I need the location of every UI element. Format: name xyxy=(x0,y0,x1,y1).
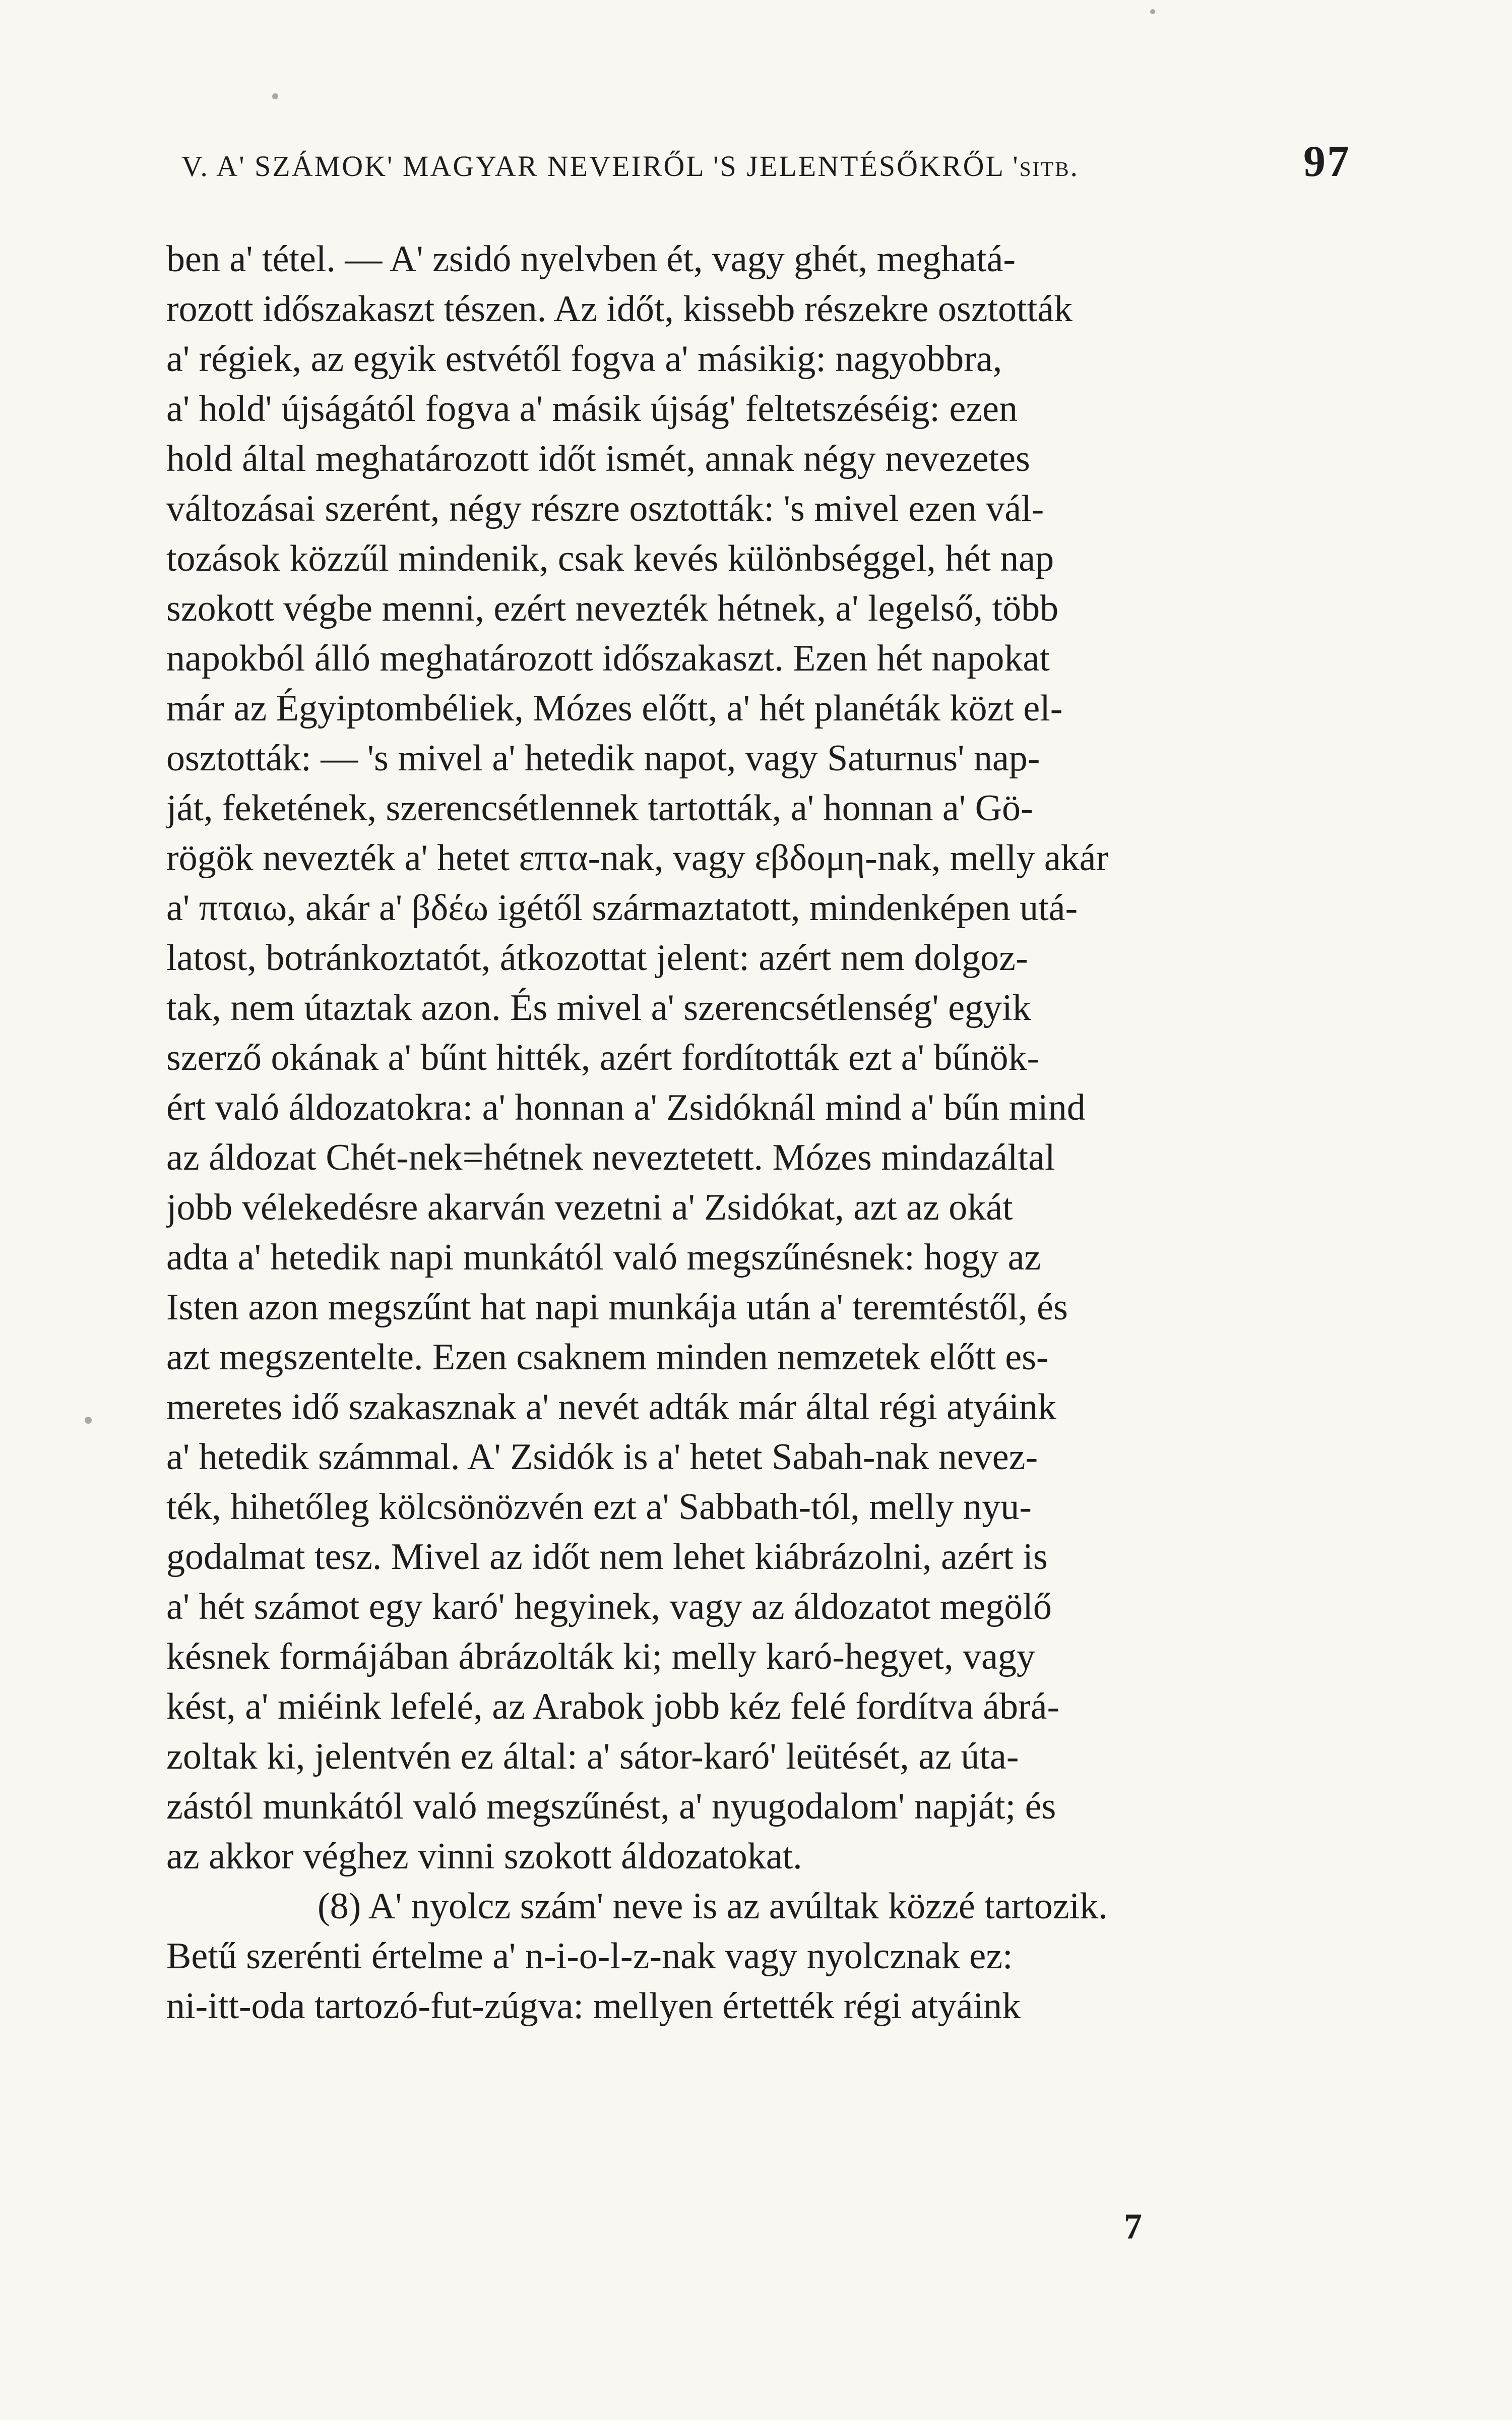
page-number: 97 xyxy=(1303,137,1351,186)
text-line: hold által meghatározott időt ismét, annak négy nevezetes xyxy=(166,438,1030,479)
text-line: a' hét számot egy karó' hegyinek, vagy az áldozatot megölő xyxy=(166,1586,1052,1627)
text-line: napokból álló meghatározott időszakaszt. Ezen hét napokat xyxy=(166,638,1050,679)
text-line: zoltak ki, jelentvén ez által: a' sátor-karó' leütését, az úta- xyxy=(166,1736,1019,1777)
text-line: változásai szerént, négy részre osztották: 's mivel ezen vál- xyxy=(166,488,1044,529)
text-line: Betű szerénti értelme a' n-i-o-l-z-nak vagy nyolcznak ez: xyxy=(166,1935,1013,1977)
text-line: a' régiek, az egyik estvétől fogva a' másikig: nagyobbra, xyxy=(166,338,1002,380)
text-line: a' hold' újságától fogva a' másik újság' feltetszéséig: ezen xyxy=(166,388,1018,430)
text-line: ját, feketének, szerencsétlennek tartották, a' honnan a' Gö- xyxy=(166,788,1033,829)
paper-speck xyxy=(85,1417,92,1424)
text-line: a' πταιω, akár a' βδέω igétől származtatott, mindenképen utá- xyxy=(166,887,1078,929)
text-line: tak, nem útaztak azon. És mivel a' szerencsétlenség' egyik xyxy=(166,987,1031,1028)
text-line: rögök nevezték a' hetet επτα-nak, vagy εβδομη-nak, melly akár xyxy=(166,837,1109,879)
paper-speck xyxy=(1150,9,1155,14)
text-line: ni-itt-oda tartozó-fut-zúgva: mellyen értették régi atyáink xyxy=(166,1985,1021,2027)
text-line: szokott végbe menni, ezért nevezték hétnek, a' legelső, több xyxy=(166,588,1059,629)
body-text xyxy=(166,234,1366,2327)
text-line: tozások közzűl mindenik, csak kevés különbséggel, hét nap xyxy=(166,538,1054,579)
text-line: rozott időszakaszt tészen. Az időt, kissebb részekre osztották xyxy=(166,288,1073,330)
text-line: osztották: — 's mivel a' hetedik napot, vagy Saturnus' nap- xyxy=(166,738,1040,779)
text-line: Isten azon megszűnt hat napi munkája után a' teremtéstől, és xyxy=(166,1287,1068,1328)
text-line: godalmat tesz. Mivel az időt nem lehet kiábrázolni, azért is xyxy=(166,1536,1048,1578)
text-line: már az Égyiptombéliek, Mózes előtt, a' hét planéták közt el- xyxy=(166,688,1063,729)
header-title: V. A' SZÁMOK' MAGYAR NEVEIRŐL 'S JELENTÉSŐKRŐL 'sitb. xyxy=(181,150,1080,183)
text-line: a' hetedik számmal. A' Zsidók is a' hetet Sabah-nak nevez- xyxy=(166,1436,1038,1478)
text-line: kést, a' miéink lefelé, az Arabok jobb kéz felé fordítva ábrá- xyxy=(166,1686,1060,1727)
text-line: azt megszentelte. Ezen csaknem minden nemzetek előtt es- xyxy=(166,1337,1049,1378)
text-line: adta a' hetedik napi munkától való megszűnésnek: hogy az xyxy=(166,1237,1041,1278)
running-header xyxy=(181,136,1351,197)
text-line: ben a' tétel. — A' zsidó nyelvben ét, vagy ghét, meghatá- xyxy=(166,238,1016,280)
text-line: zástól munkától való megszűnést, a' nyugodalom' napját; és xyxy=(166,1786,1056,1827)
paper-speck xyxy=(272,93,278,99)
text-line: szerző okának a' bűnt hitték, azért fordították ezt a' bűnök- xyxy=(166,1037,1040,1078)
text-line: ért való áldozatokra: a' honnan a' Zsidóknál mind a' bűn mind xyxy=(166,1087,1086,1128)
signature-mark: 7 xyxy=(1124,2206,1142,2247)
text-line: meretes idő szakasznak a' nevét adták már által régi atyáink xyxy=(166,1386,1056,1428)
text-line: az akkor véghez vinni szokott áldozatokat. xyxy=(166,1836,802,1877)
text-line: az áldozat Chét-nek=hétnek neveztetett. Mózes mindazáltal xyxy=(166,1137,1055,1178)
text-line-indented: (8) A' nyolcz szám' neve is az avúltak közzé tartozik. xyxy=(318,1886,1108,1927)
text-line: ték, hihetőleg kölcsönözvén ezt a' Sabbath-tól, melly nyu- xyxy=(166,1486,1032,1528)
text-line: latost, botránkoztatót, átkozottat jelent: azért nem dolgoz- xyxy=(166,937,1028,979)
text-line: késnek formájában ábrázolták ki; melly karó-hegyet, vagy xyxy=(166,1636,1035,1677)
text-line: jobb vélekedésre akarván vezetni a' Zsidókat, azt az okát xyxy=(166,1187,1013,1228)
